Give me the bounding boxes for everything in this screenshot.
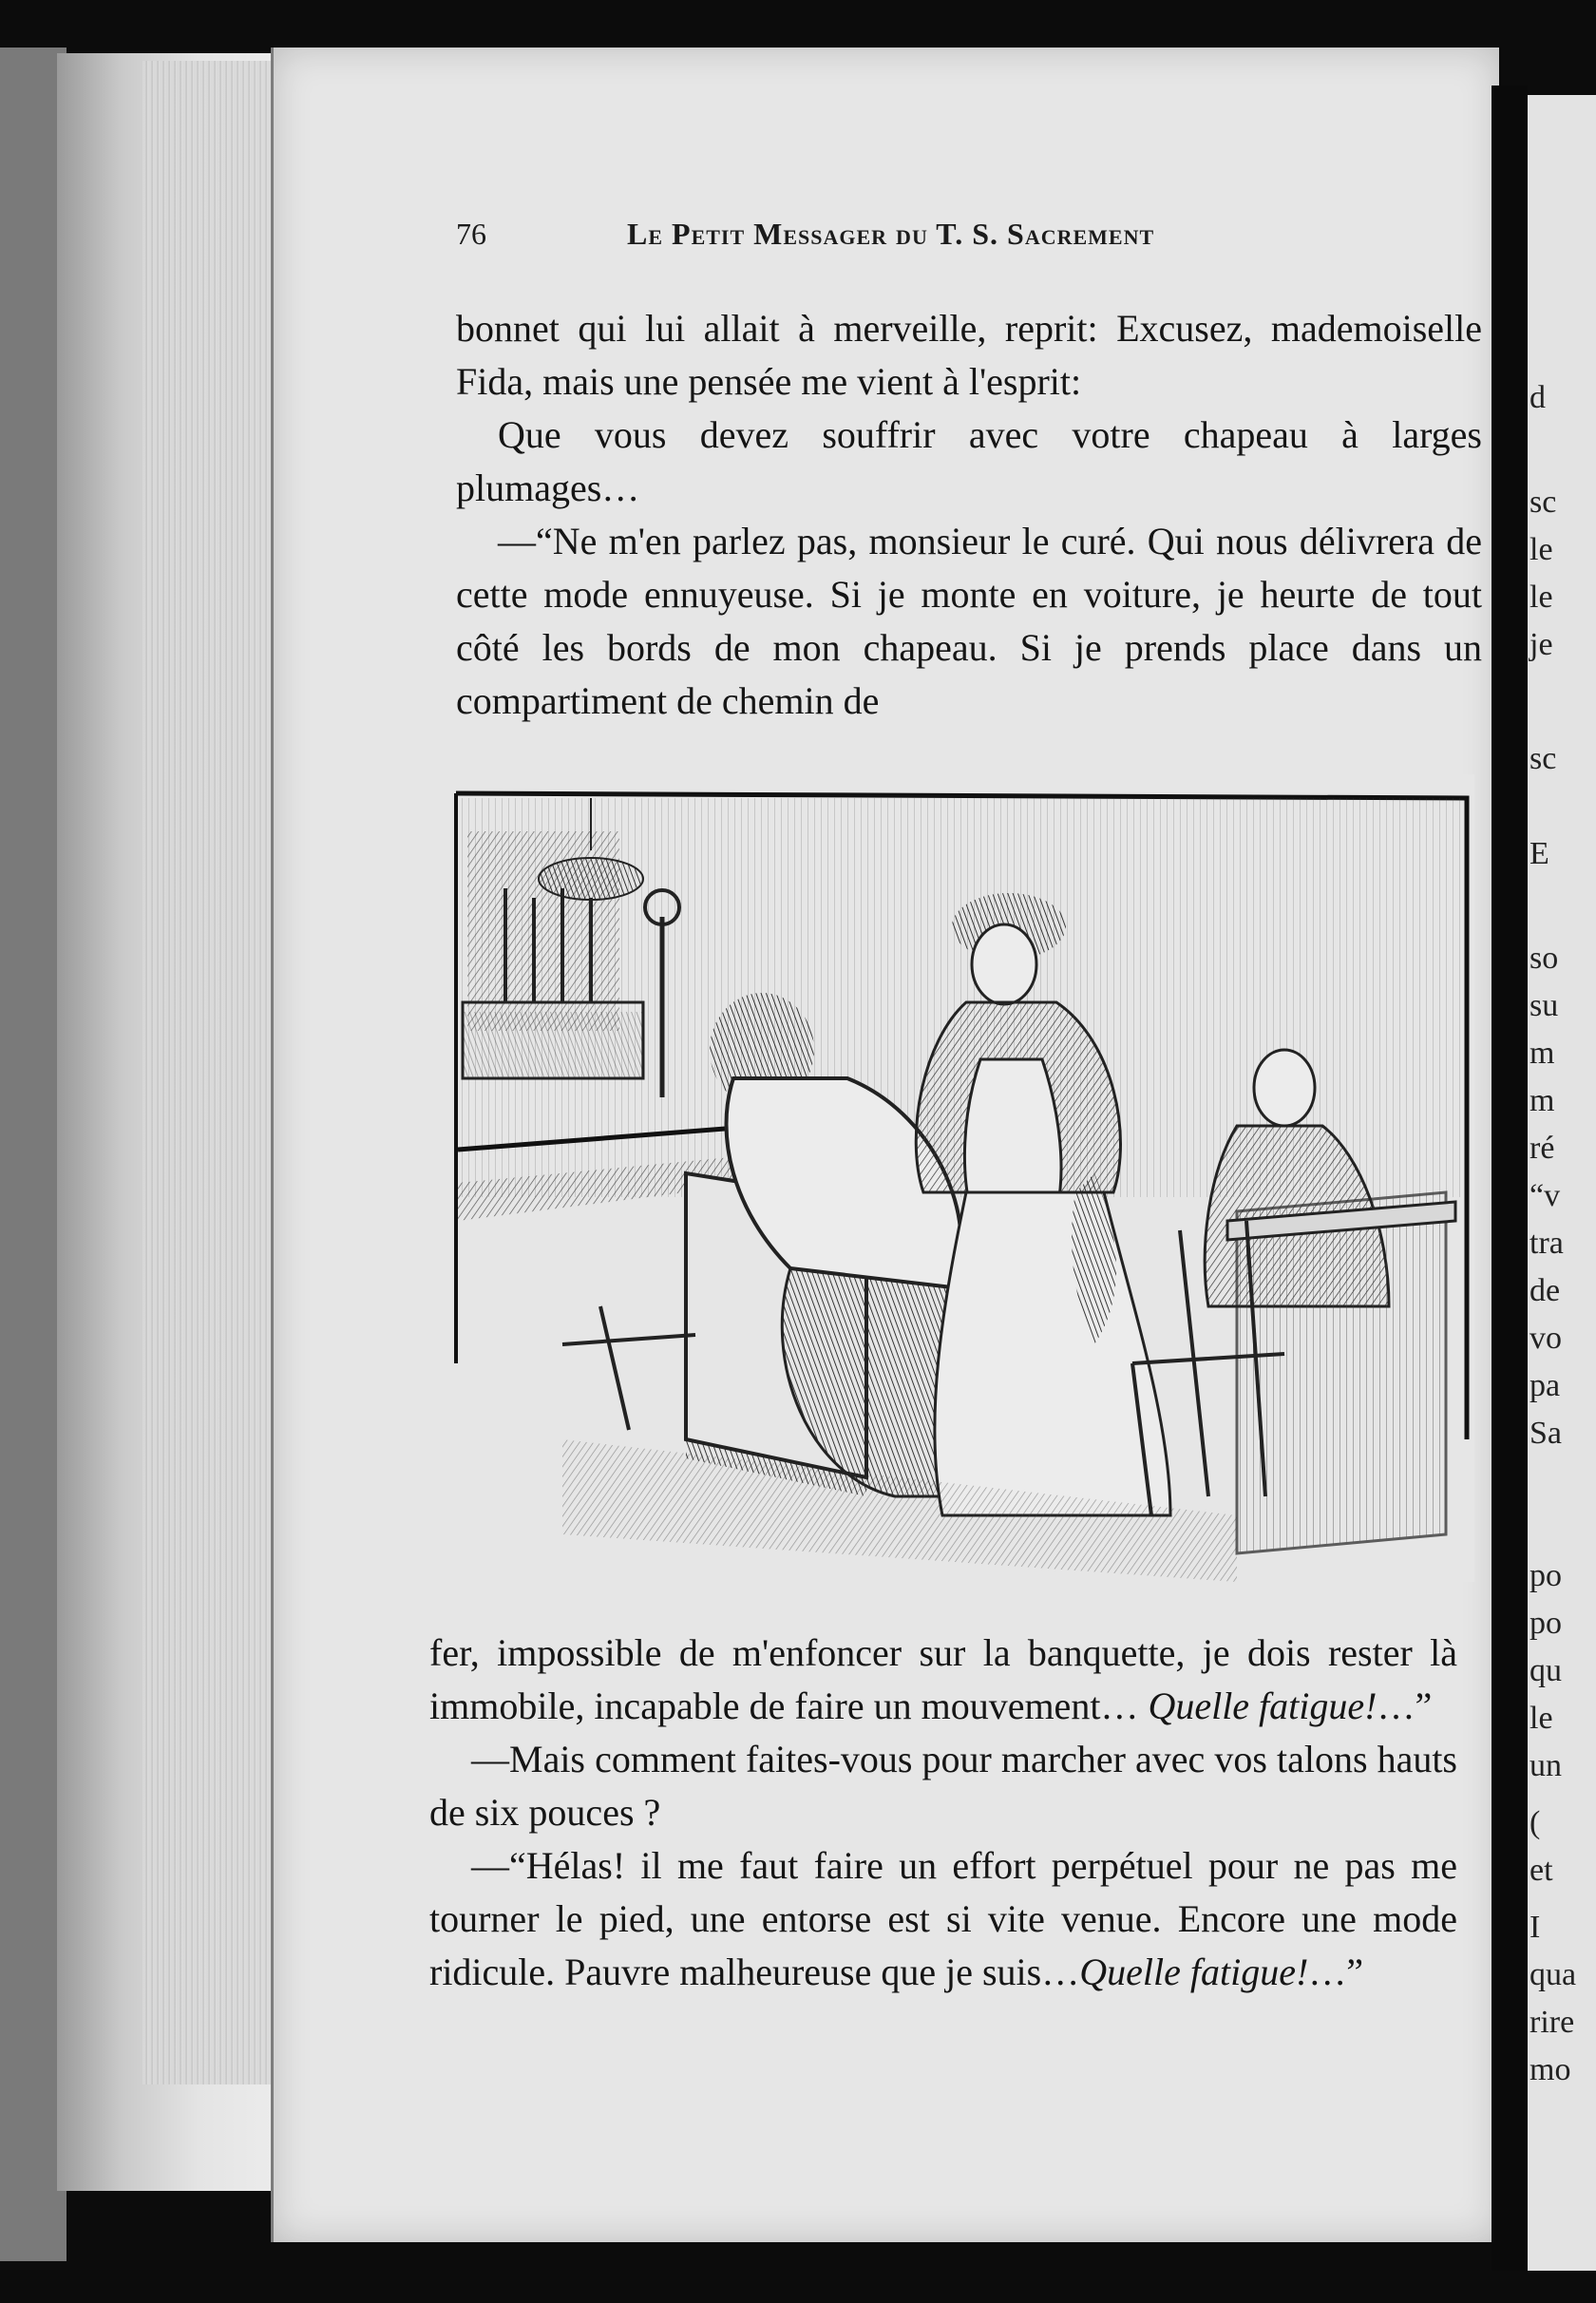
- facing-page-word-fragment: m: [1530, 1036, 1555, 1071]
- paragraph: [429, 1839, 1457, 1999]
- closing-quote: …”: [1377, 1684, 1433, 1727]
- facing-page-word-fragment: “v: [1530, 1178, 1561, 1213]
- facing-page-word-fragment: un: [1530, 1748, 1562, 1783]
- facing-page-word-fragment: de: [1530, 1273, 1561, 1308]
- text-block-bottom: [429, 1627, 1457, 1999]
- facing-page-word-fragment: et: [1530, 1853, 1553, 1888]
- paragraph: [429, 1627, 1457, 1733]
- facing-page-word-fragment: pa: [1530, 1368, 1561, 1403]
- facing-page-word-fragment: je: [1530, 627, 1553, 662]
- paragraph: Que vous devez souffrir avec votre chapeau à larges plumages…: [456, 413, 1482, 509]
- closing-quote: …”: [1308, 1951, 1364, 1993]
- facing-page-word-fragment: sc: [1530, 741, 1557, 776]
- facing-page-word-fragment: E: [1530, 836, 1549, 871]
- facing-page-word-fragment: mo: [1530, 2052, 1571, 2087]
- facing-page-word-fragment: so: [1530, 941, 1559, 976]
- paragraph-text: fer, impossible de m'enfoncer sur la banquette, je dois rester là immobile, incapable de faire un mouvement…: [429, 1631, 1457, 1727]
- facing-page-word-fragment: ré: [1530, 1131, 1555, 1166]
- paragraph: —“Ne m'en parlez pas, monsieur le curé. Qui nous délivrera de cette mode ennuyeuse. Si je monte en voiture, je heurte de tout côté les bords de mon chapeau. Si je prends place dans un compartiment de chemin de: [456, 520, 1482, 722]
- engraving-illustration: [448, 774, 1474, 1582]
- facing-page-word-fragment: d: [1530, 380, 1546, 415]
- text-block-top: [456, 302, 1482, 728]
- facing-page-fragment: [1528, 95, 1596, 2271]
- facing-page-word-fragment: le: [1530, 532, 1553, 567]
- facing-page-word-fragment: I: [1530, 1910, 1541, 1945]
- facing-page-word-fragment: le: [1530, 580, 1553, 615]
- facing-page-word-fragment: Sa: [1530, 1416, 1562, 1451]
- running-title: Le Petit Messager du T. S. Sacrement: [627, 217, 1155, 251]
- facing-page-word-fragment: rire: [1530, 2005, 1575, 2040]
- paragraph: bonnet qui lui allait à merveille, reprit: Excusez, mademoiselle Fida, mais une pensée me vient à l'esprit:: [456, 307, 1482, 403]
- facing-page-word-fragment: sc: [1530, 485, 1557, 520]
- facing-page-word-fragment: po: [1530, 1606, 1562, 1641]
- running-header: [456, 211, 1330, 258]
- facing-page-word-fragment: (: [1530, 1805, 1541, 1840]
- facing-page-word-fragment: vo: [1530, 1321, 1562, 1356]
- paragraph-text: —“Hélas! il me faut faire un effort perpétuel pour ne pas me tourner le pied, une entorse est si vite venue. Encore une mode ridicule. Pauvre malheureuse que je suis…: [429, 1844, 1457, 1993]
- book-gutter: [1492, 86, 1528, 2271]
- paragraph: —Mais comment faites-vous pour marcher avec vos talons hauts de six pouces ?: [429, 1738, 1457, 1834]
- facing-page-word-fragment: su: [1530, 988, 1559, 1023]
- facing-page-word-fragment: tra: [1530, 1226, 1564, 1261]
- church-scene-engraving: [448, 774, 1474, 1582]
- facing-page-word-fragment: qua: [1530, 1957, 1577, 1992]
- italic-phrase: Quelle fatigue!: [1148, 1684, 1378, 1727]
- facing-page-word-fragment: po: [1530, 1558, 1562, 1593]
- facing-page-word-fragment: m: [1530, 1083, 1555, 1118]
- facing-page-word-fragment: le: [1530, 1701, 1553, 1736]
- italic-phrase: Quelle fatigue!: [1079, 1951, 1309, 1993]
- facing-page-word-fragment: qu: [1530, 1653, 1562, 1688]
- page-number: 76: [456, 217, 486, 251]
